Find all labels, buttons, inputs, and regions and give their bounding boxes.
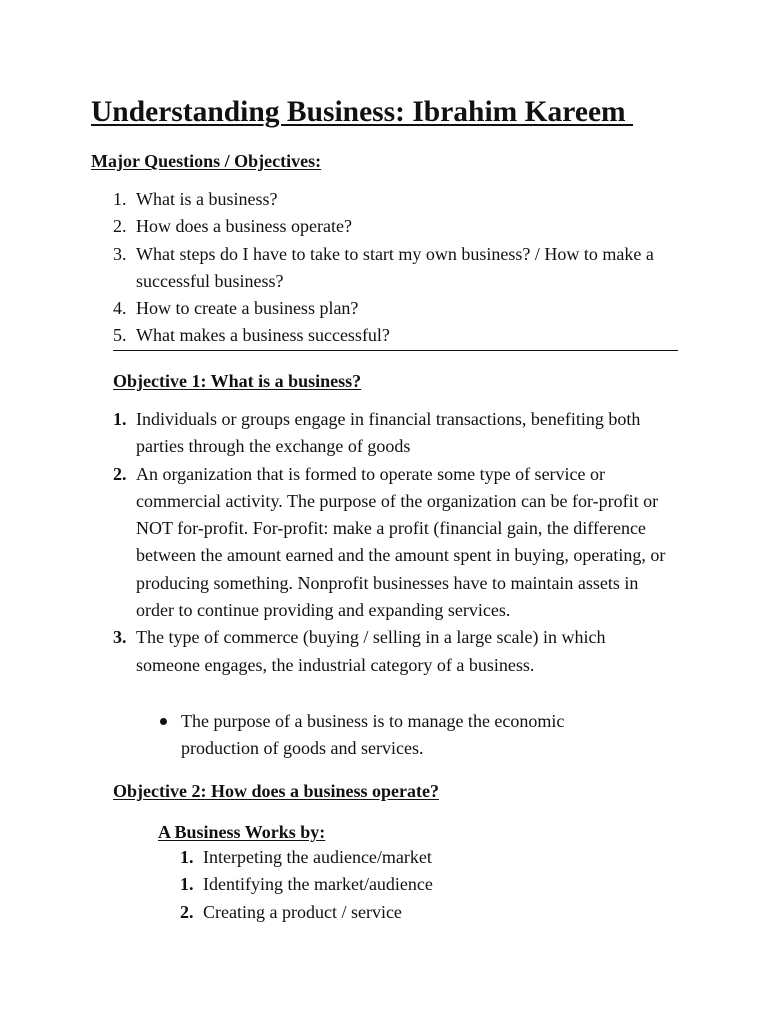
page-title: Understanding Business: Ibrahim Kareem [91,96,633,128]
list-number: 1. [180,847,194,867]
bullet-item-text: The purpose of a business is to manage the economic production of goods and services. [181,711,565,759]
list-item-text: Interpeting the audience/market [203,847,432,867]
list-item-text: How does a business operate? [136,216,352,237]
list-item [113,624,666,679]
list-item-text: Creating a product / service [203,901,402,922]
list-number: 2. [113,463,127,484]
list-item-text: The type of commerce (buying / selling in a large scale) in which someone engages, the industrial category of a business. [136,627,606,675]
list-number: 2. [113,216,127,237]
list-item [113,406,666,461]
list-number: 2. [180,901,194,922]
list-item [113,241,676,296]
list-item [180,871,663,898]
list-number: 1. [113,189,127,209]
list-item-text: An organization that is formed to operate some type of service or commercial activity. The purpose of the organization can be for-profit or NOT for-profit. For-profit: make a profit (financial gain, the difference between the amount earned and the amount spent in buying, operating, or producing something. Nonprofit businesses have to maintain assets in order to continue providing and expanding services. [136,463,666,621]
list-item [113,322,676,349]
list-item-text: How to create a business plan? [136,298,359,319]
objective-1-bullets [181,708,641,763]
list-item-text: What is a business? [136,189,278,209]
list-item [113,213,676,240]
bullet-dot-icon [160,718,167,725]
major-questions-list [113,186,676,350]
list-number: 3. [113,243,127,264]
list-number: 1. [113,409,127,429]
list-item [113,461,666,625]
objective-1-heading: Objective 1: What is a business? [113,371,362,391]
list-item-text: Individuals or groups engage in financial transactions, benefiting both parties through the exchange of goods [136,409,641,457]
bullet-item [181,708,641,763]
list-item [113,186,676,213]
list-item-text: What steps do I have to take to start my own business? / How to make a successful business? [136,243,654,291]
list-number: 3. [113,627,127,648]
horizontal-divider [113,350,678,351]
list-number: 4. [113,298,127,319]
list-item [180,844,663,871]
list-item [180,899,663,926]
objective-1-list [113,406,666,679]
list-number: 1. [180,874,194,895]
objective-2-heading: Objective 2: How does a business operate? [113,781,439,801]
major-questions-heading: Major Questions / Objectives: [91,151,322,171]
list-item-text: Identifying the market/audience [203,874,433,895]
list-number: 5. [113,325,127,346]
list-item-text: What makes a business successful? [136,325,390,346]
objective-2-list [180,844,663,926]
objective-2-subheading: A Business Works by: [158,822,326,842]
list-item [113,295,676,322]
